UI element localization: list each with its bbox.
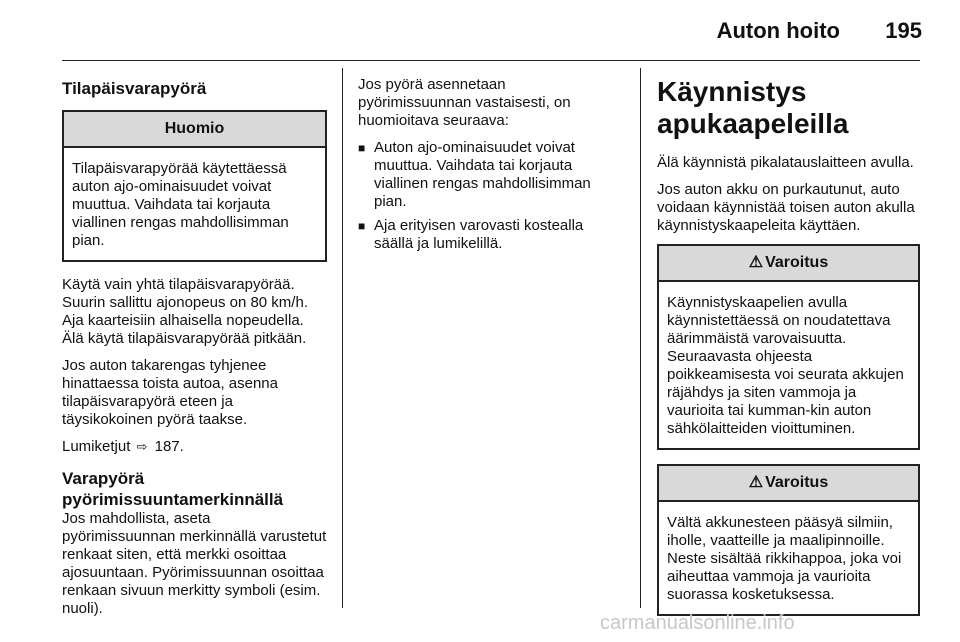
bullet-list: [358, 139, 623, 253]
warning-box: [657, 464, 920, 616]
notice-text: Tilapäisvarapyörää käytettäessä auton ajo-ominaisuudet voivat muuttua. Vaihdata tai korjauta viallinen rengas mahdollisimman pian.: [72, 160, 289, 249]
watermark: carmanualsonline.info: [600, 612, 795, 634]
list-item: [358, 139, 623, 211]
list-item-text: Auton ajo-ominaisuudet voivat muuttua. Vaihdata tai korjauta viallinen rengas mahdollisimman pian.: [374, 139, 591, 210]
section-heading-jump-start: Käynnistys apukaapeleilla: [657, 76, 849, 139]
header-title: Auton hoito: [716, 18, 840, 43]
cross-reference: [62, 438, 327, 456]
paragraph: Jos pyörä asennetaan pyörimissuunnan vastaisesti, on huomioitava seuraava:: [358, 76, 571, 129]
paragraph: Jos auton akku on purkautunut, auto voidaan käynnistää toisen auton akulla käynnistyskaapeleita käyttäen.: [657, 181, 915, 234]
reference-arrow-icon: ⇨: [136, 439, 148, 454]
reference-label: Lumiketjut: [62, 438, 131, 455]
warning-triangle-icon: ⚠: [748, 474, 764, 491]
list-item-text: Aja erityisen varovasti kostealla säällä ja lumikelillä.: [374, 217, 584, 252]
paragraph: Jos auton takarengas tyhjenee hinattaessa toista autoa, asenna tilapäisvarapyörä eteen ja täysikokoinen pyörä taakse.: [62, 357, 278, 428]
reference-page[interactable]: 187.: [154, 438, 184, 455]
page-number: 195: [885, 18, 922, 43]
paragraph: Jos mahdollista, aseta pyörimissuunnan merkinnällä varustetut renkaat siten, että merkki osoittaa ajosuuntaan. Pyörimissuunnan osoittaa renkaan sivuun merkitty symboli (esim. nuoli).: [62, 510, 327, 617]
warning-title: Varoitus: [765, 474, 829, 491]
warning-header: [659, 466, 918, 502]
notice-title: Huomio: [64, 112, 325, 148]
square-bullet-icon: ■: [358, 141, 366, 155]
paragraph: Käytä vain yhtä tilapäisvarapyörää. Suurin sallittu ajonopeus on 80 km/h. Aja kaarteisiin alhaisella nopeudella. Älä käytä tilapäisvarapyörää pitkään.: [62, 276, 308, 347]
list-item: [358, 217, 623, 253]
column-3: [657, 76, 920, 630]
warning-triangle-icon: ⚠: [748, 254, 764, 271]
square-bullet-icon: ■: [358, 219, 366, 233]
column-1: [62, 76, 327, 618]
warning-text: Käynnistyskaapelien avulla käynnistettäessä on noudatettava äärimmäistä varovaisuutta. Seuraavasta ohjeesta poikkeamisesta voi seurata akkujen räjähdys ja siten vammoja ja vaurioita tai kumman-kin auton sähkölaitteiden vioittuminen.: [667, 294, 904, 437]
subheading-directional-tyre: Varapyörä pyörimissuuntamerkinnällä: [62, 469, 284, 509]
column-divider-1: [342, 68, 343, 608]
column-divider-2: [640, 68, 641, 608]
header-divider: [62, 60, 920, 61]
warning-text: Vältä akkunesteen pääsyä silmiin, iholle, vaatteille ja maalipinnoille. Neste sisältää rikkihappoa, joka voi aiheuttaa vammoja ja vaurioita suorassa kosketuksessa.: [667, 514, 902, 603]
warning-title: Varoitus: [765, 254, 829, 271]
warning-box: [657, 244, 920, 450]
warning-header: [659, 246, 918, 282]
paragraph: Älä käynnistä pikalatauslaitteen avulla.: [657, 154, 914, 171]
section-heading-spare-wheel: Tilapäisvarapyörä: [62, 79, 207, 98]
notice-box: [62, 110, 327, 262]
column-2: [358, 76, 623, 259]
